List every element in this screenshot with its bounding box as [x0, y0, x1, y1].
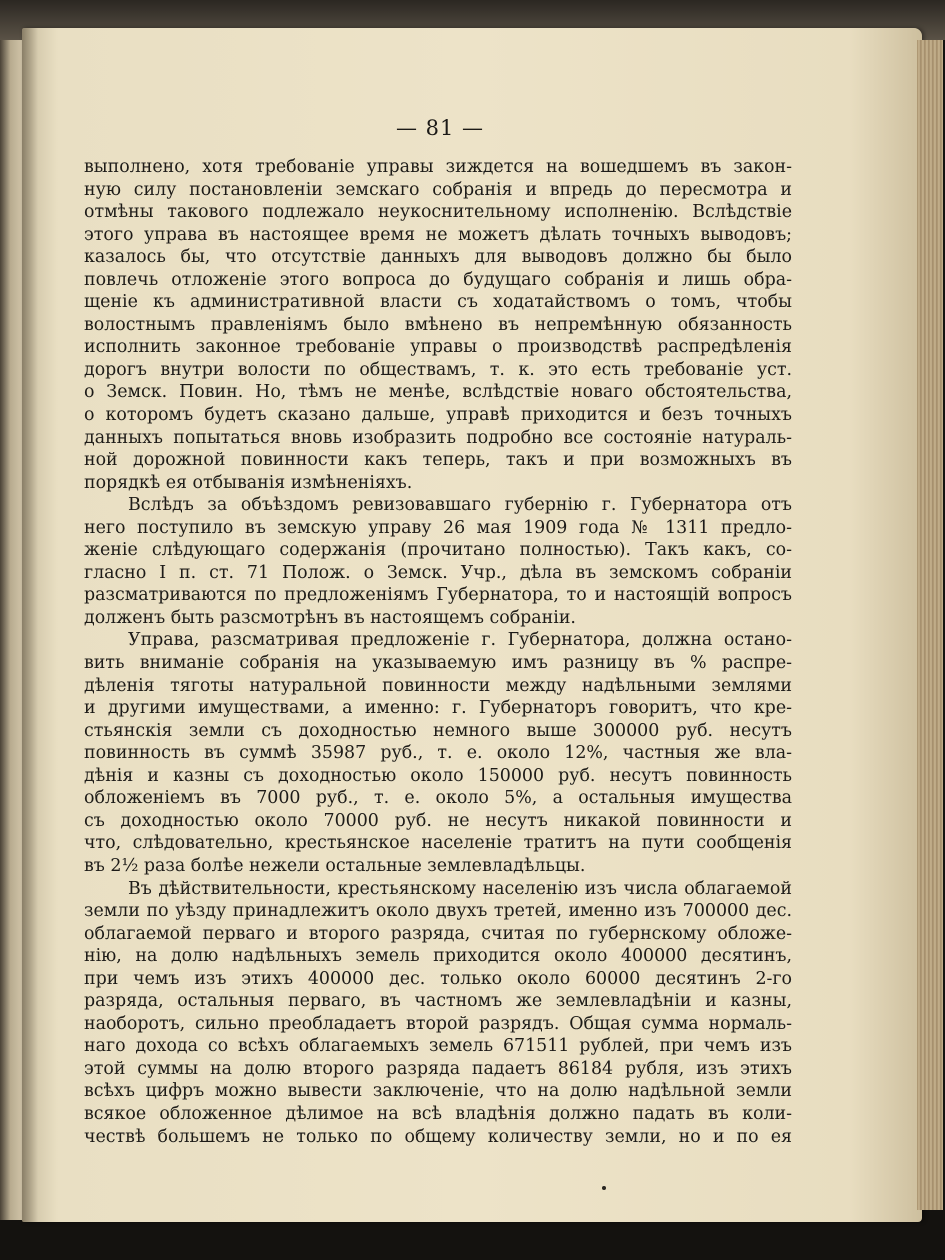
text-line: щеніе къ административной власти съ ходатайствомъ о томъ, чтобы — [84, 292, 792, 313]
text-line: волостнымъ правленіямъ было вмѣнено въ непремѣнную обязанность — [84, 314, 792, 335]
text-line: этого управа въ настоящее время не можетъ дѣлать точныхъ выводовъ; — [84, 224, 792, 245]
text-line: чествѣ большемъ не только по общему количеству земли, но и по ея — [84, 1126, 792, 1147]
text-line: о Земск. Повин. Но, тѣмъ не менѣе, вслѣдствіе новаго обстоятельства, — [84, 382, 792, 403]
text-line: всѣхъ цифръ можно вывести заключеніе, что на долю надѣльной земли — [84, 1081, 792, 1102]
text-line: земли по уѣзду принадлежитъ около двухъ третей, именно изъ 700000 дес. — [84, 901, 792, 922]
body-text — [84, 156, 792, 1148]
text-line: долженъ быть разсмотрѣнъ въ настоящемъ собраніи. — [84, 607, 576, 628]
text-line: ной дорожной повинности какъ теперь, такъ и при возможныхъ въ — [84, 450, 792, 471]
text-line: Въ дѣйствительности, крестьянскому населенію изъ числа облагаемой — [128, 878, 792, 899]
text-line: что, слѣдовательно, крестьянское населеніе тратитъ на пути сообщенія — [84, 833, 792, 854]
gutter-shadow — [22, 28, 38, 1222]
text-line: вить вниманіе собранія на указываемую имъ разницу въ % распре- — [84, 653, 792, 674]
text-line: и другими имуществами, а именно: г. Губернаторъ говоритъ, что кре- — [84, 698, 792, 719]
text-line: разсматриваются по предложеніямъ Губернатора, то и настоящій вопросъ — [84, 585, 792, 606]
page-number: — 81 — — [395, 116, 485, 140]
text-line: гласно I п. ст. 71 Полож. о Земск. Учр., дѣла въ земскомъ собраніи — [84, 562, 792, 583]
text-line: при чемъ изъ этихъ 400000 дес. только около 60000 десятинъ 2-го — [84, 968, 792, 989]
text-line: нію, на долю надѣльныхъ земель приходится около 400000 десятинъ, — [84, 946, 792, 967]
text-line: повлечь отложеніе этого вопроса до будущаго собранія и лишь обра- — [84, 269, 792, 290]
text-line: Вслѣдъ за объѣздомъ ревизовавшаго губернію г. Губернатора отъ — [128, 495, 792, 516]
text-line: стьянскія земли съ доходностью немного выше 300000 руб. несутъ — [84, 720, 792, 741]
ink-speck — [602, 1186, 606, 1190]
text-line: облагаемой перваго и второго разряда, считая по губернскому обложе- — [84, 923, 792, 944]
text-line: наго дохода со всѣхъ облагаемыхъ земель 671511 рублей, при чемъ изъ — [84, 1036, 792, 1057]
text-line: порядкѣ ея отбыванія измѣненіяхъ. — [84, 472, 413, 493]
text-line: съ доходностью около 70000 руб. не несутъ никакой повинности и — [84, 810, 792, 831]
text-line: повинность въ суммѣ 35987 руб., т. е. около 12%, частныя же вла- — [84, 743, 792, 764]
text-line: о которомъ будетъ сказано дальше, управѣ приходится и безъ точныхъ — [84, 405, 792, 426]
text-line: разряда, остальныя перваго, въ частномъ же землевладѣніи и казны, — [84, 991, 792, 1012]
text-line: дѣнія и казны съ доходностью около 150000 руб. несутъ повинность — [84, 765, 792, 786]
text-line: обложеніемъ въ 7000 руб., т. е. около 5%, а остальныя имущества — [84, 788, 792, 809]
text-line: въ 2½ раза болѣе нежели остальные землевладѣльцы. — [84, 855, 586, 876]
text-line: женіе слѣдующаго содержанія (прочитано полностью). Такъ какъ, со- — [84, 540, 792, 561]
text-line: Управа, разсматривая предложеніе г. Губернатора, должна останo- — [128, 630, 792, 651]
page-stack-edges — [917, 40, 943, 1210]
text-line: наоборотъ, сильно преобладаетъ второй разрядъ. Общая сумма нормаль- — [84, 1013, 792, 1034]
text-line: дорогъ внутри волости по обществамъ, т. к. это есть требованіе уст. — [84, 359, 792, 380]
text-line: выполнено, хотя требованіе управы зиждется на вошедшемъ въ закон- — [84, 157, 792, 177]
text-line: данныхъ попытаться вновь изобразить подробно все состояніе натураль- — [84, 427, 792, 448]
text-line: отмѣны такового подлежало неукоснительному исполненію. Вслѣдствіе — [84, 202, 792, 223]
text-line: ную силу постановленіи земскаго собранія и впредь до пересмотра и — [84, 179, 792, 200]
text-line: дѣленія тяготы натуральной повинности между надѣльными землями — [84, 675, 792, 696]
text-line: казалось бы, что отсутствіе данныхъ для выводовъ должно бы было — [84, 247, 792, 268]
text-line: него поступило въ земскую управу 26 мая 1909 года № 1311 предло- — [84, 517, 792, 538]
text-line: всякое обложенное дѣлимое на всѣ владѣнія должно падать въ коли- — [84, 1103, 792, 1124]
text-line: исполнить законное требованіе управы о производствѣ распредѣленія — [84, 337, 792, 358]
text-line: этой суммы на долю второго разряда падаетъ 86184 рубля, изъ этихъ — [84, 1058, 792, 1079]
